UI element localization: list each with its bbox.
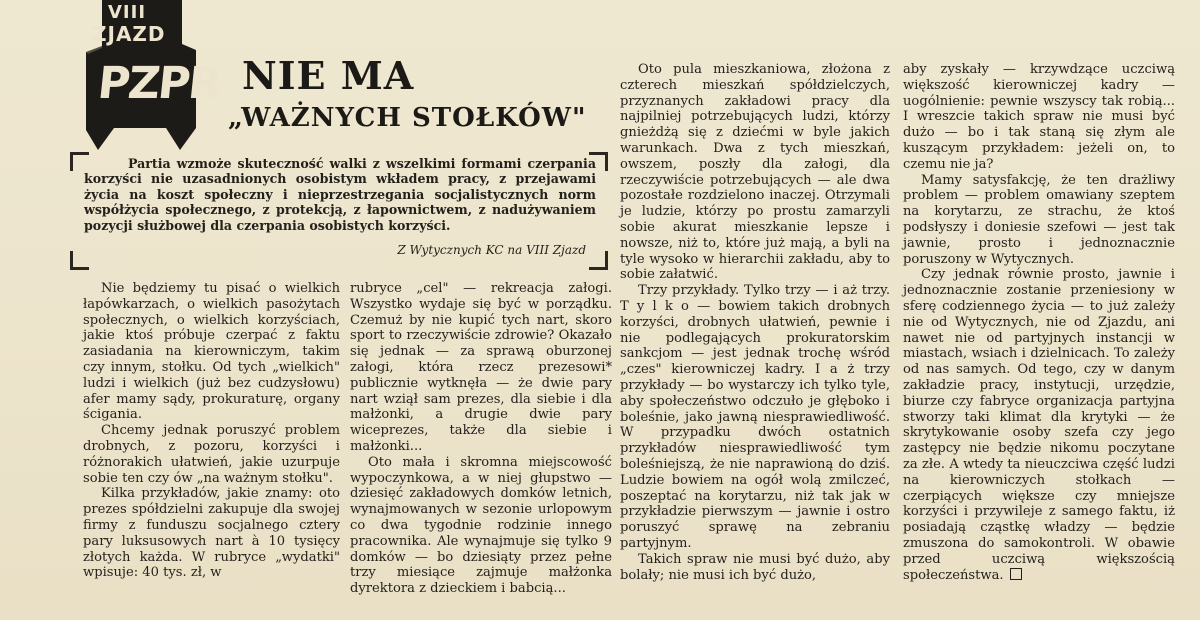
article-column-1	[83, 281, 340, 581]
paragraph: Oto mała i skromna miejscowość wypoczynkowa, a w niej głupstwo — dziesięć zakładowych domków letnich, wynajmowanych w sezonie urlopowym co dwa tygodnie rodzinie innego pracownika. Ale wynajmuje się tylko 9 domków — bo dziesiąty przez pełne trzy miesiące zajmuje małżonka dyrektora z dzieckiem i babcią...	[350, 454, 612, 597]
bracket-corner	[70, 251, 89, 270]
article-column-3	[620, 62, 890, 583]
paragraph: Takich spraw nie musi być dużo, aby bolały; nie musi ich być dużo,	[620, 551, 890, 583]
emblem-zjazd-label: ZJAZD	[92, 22, 166, 46]
article-column-2	[350, 281, 612, 597]
paragraph-text: Czy jednak równie prosto, jawnie i jednoznacznie zostanie przeniesiony w sferę codziennego życia — to już zależy nie od Wytycznych, nie od Zjazdu, ani nawet nie od partyjnych instancji w miastach, wsiach i dzielnicach. To zależy od nas samych. Od tego, czy w danym zakładzie pracy, instytucji, urzędzie, biurze czy fabryce organizacja partyjna stworzy taki klimat dla krytyki — że skrytykowanie osoby szefa czy jego zastępcy nie będzie nikomu poczytane za złe. A wtedy ta nieuczciwa część ludzi na kierowniczych stołkach — czerpiących większe czy mniejsze korzyści i przywileje z samego faktu, iż posiadają cząstkę władzy — będzie zmuszona do samokontroli. W obawie przed uczciwą większością społeczeństwa.	[903, 267, 1175, 583]
paragraph: Kilka przykładów, jakie znamy: oto prezes spółdzielni zakupuje dla swojej firmy z funduszu socjalnego cztery pary luksusowych nart à 10 tysięcy złotych każda. W rubryce „wydatki" wpisuje: 40 tys. zł, w	[83, 486, 340, 581]
emblem-roman-numeral: VIII	[108, 2, 147, 23]
lead-source: Z Wytycznych KC na VIII Zjazd	[397, 243, 586, 257]
paragraph: Trzy przykłady. Tylko trzy — i aż trzy. T y l k o — bowiem takich drobnych korzyści, drobnych ułatwień, pewnie i nie podlegających prokuratorskim sankcjom — jest jednak trochę wśród „czes" kierowniczej kadry. I a ż trzy przykłady — bo wystarczy ich tylko tyle, aby społeczeństwo odczuło je głęboko i boleśnie, jako jawną niesprawiedliwość. W przypadku dwóch ostatnich przykładów niesprawiedliwość tym boleśniejszą, że nie naprawioną do dziś. Ludzie bowiem na ogół wolą zmilczeć, poszeptać na korytarzu, niż tak jak w przykładzie pierwszym — jawnie i ostro poruszyć sprawę na zebraniu partyjnym.	[620, 283, 890, 551]
paragraph: Nie będziemy tu pisać o wielkich łapówkarzach, o wielkich pasożytach społecznych, o wielkich korzyściach, jakie ktoś próbuje czerpać z faktu zasiadania na kierowniczym, takim czy innym, stołku. Od tych „wielkich" ludzi i wielkich (już bez cudzysłowu) afer mamy sądy, prokuraturę, organy ścigania.	[83, 281, 340, 423]
bracket-corner	[589, 251, 608, 270]
paragraph: Mamy satysfakcję, że ten drażliwy problem — problem omawiany szeptem na korytarzu, ze strachu, że ktoś podsłyszy i doniesie szefowi — jest tak jawnie, prosto i jednoznacznie poruszony w Wytycznych.	[903, 172, 1175, 267]
paragraph-final	[903, 267, 1175, 583]
paragraph: aby zyskały — krzywdzące uczciwą większość kierowniczej kadry — uogólnienie: pewnie wszyscy tak robią... I wreszcie takich spraw nie musi być dużo — bo i tak staną się złym ale kuszącym przykładem: jeżeli on, to czemu nie ja?	[903, 62, 1175, 172]
emblem-party-label: PZPR	[95, 58, 223, 109]
paragraph: Oto pula mieszkaniowa, złożona z czterech mieszkań spółdzielczych, przyznanych zakładowi pracy dla najpilniej potrzebujących ludzi, którzy gnieżdżą się z dziećmi w byle jakich warunkach. Dwa z tych mieszkań, owszem, poszły dla załogi, dla rzeczywiście potrzebujących — ale dwa pozostałe rozdzielono inaczej. Otrzymali je ludzie, którzy po prostu zamarzyli sobie akurat mieszkanie lepsze i nowsze, niż to, które już mają, a byli na tyle wysoko w hierarchii zakładu, aby to sobie załatwić.	[620, 62, 890, 283]
lead-box	[70, 152, 608, 270]
congress-emblem	[84, 0, 223, 150]
end-of-article-mark	[1010, 568, 1022, 580]
paragraph: rubryce „cel" — rekreacja załogi. Wszystko wydaje się być w porządku. Czemuż by nie kupić tych nart, skoro sport to rzeczywiście zdrowie? Okazało się jednak — za sprawą oburzonej załogi, która rzecz prezesowi* publicznie wytknęła — że dwie pary nart wziął sam prezes, dla siebie i dla małżonki, a drugie dwie pary wiceprezes, także dla siebie i małżonki...	[350, 281, 612, 454]
lead-text: Partia wzmoże skuteczność walki z wszelkimi formami czerpania korzyści nie uzasadnionych osobistym wkładem pracy, z przejawami życia na koszt społeczny i nieprzestrzegania socjalistycznych norm współżycia społecznego, z protekcją, z łapownictwem, z nadużywaniem pozycji służbowej dla czerpania osobistych korzyści.	[84, 156, 596, 233]
article-headline	[228, 53, 618, 134]
headline-subtitle: „WAŻNYCH STOŁKÓW"	[228, 103, 587, 133]
article-column-4	[903, 62, 1175, 583]
paragraph: Chcemy jednak poruszyć problem drobnych, z pozoru, korzyści i różnorakich ułatwień, jakie uzurpuje sobie ten czy ów „na ważnym stołku".	[83, 423, 340, 486]
headline-title: NIE MA	[242, 53, 415, 98]
